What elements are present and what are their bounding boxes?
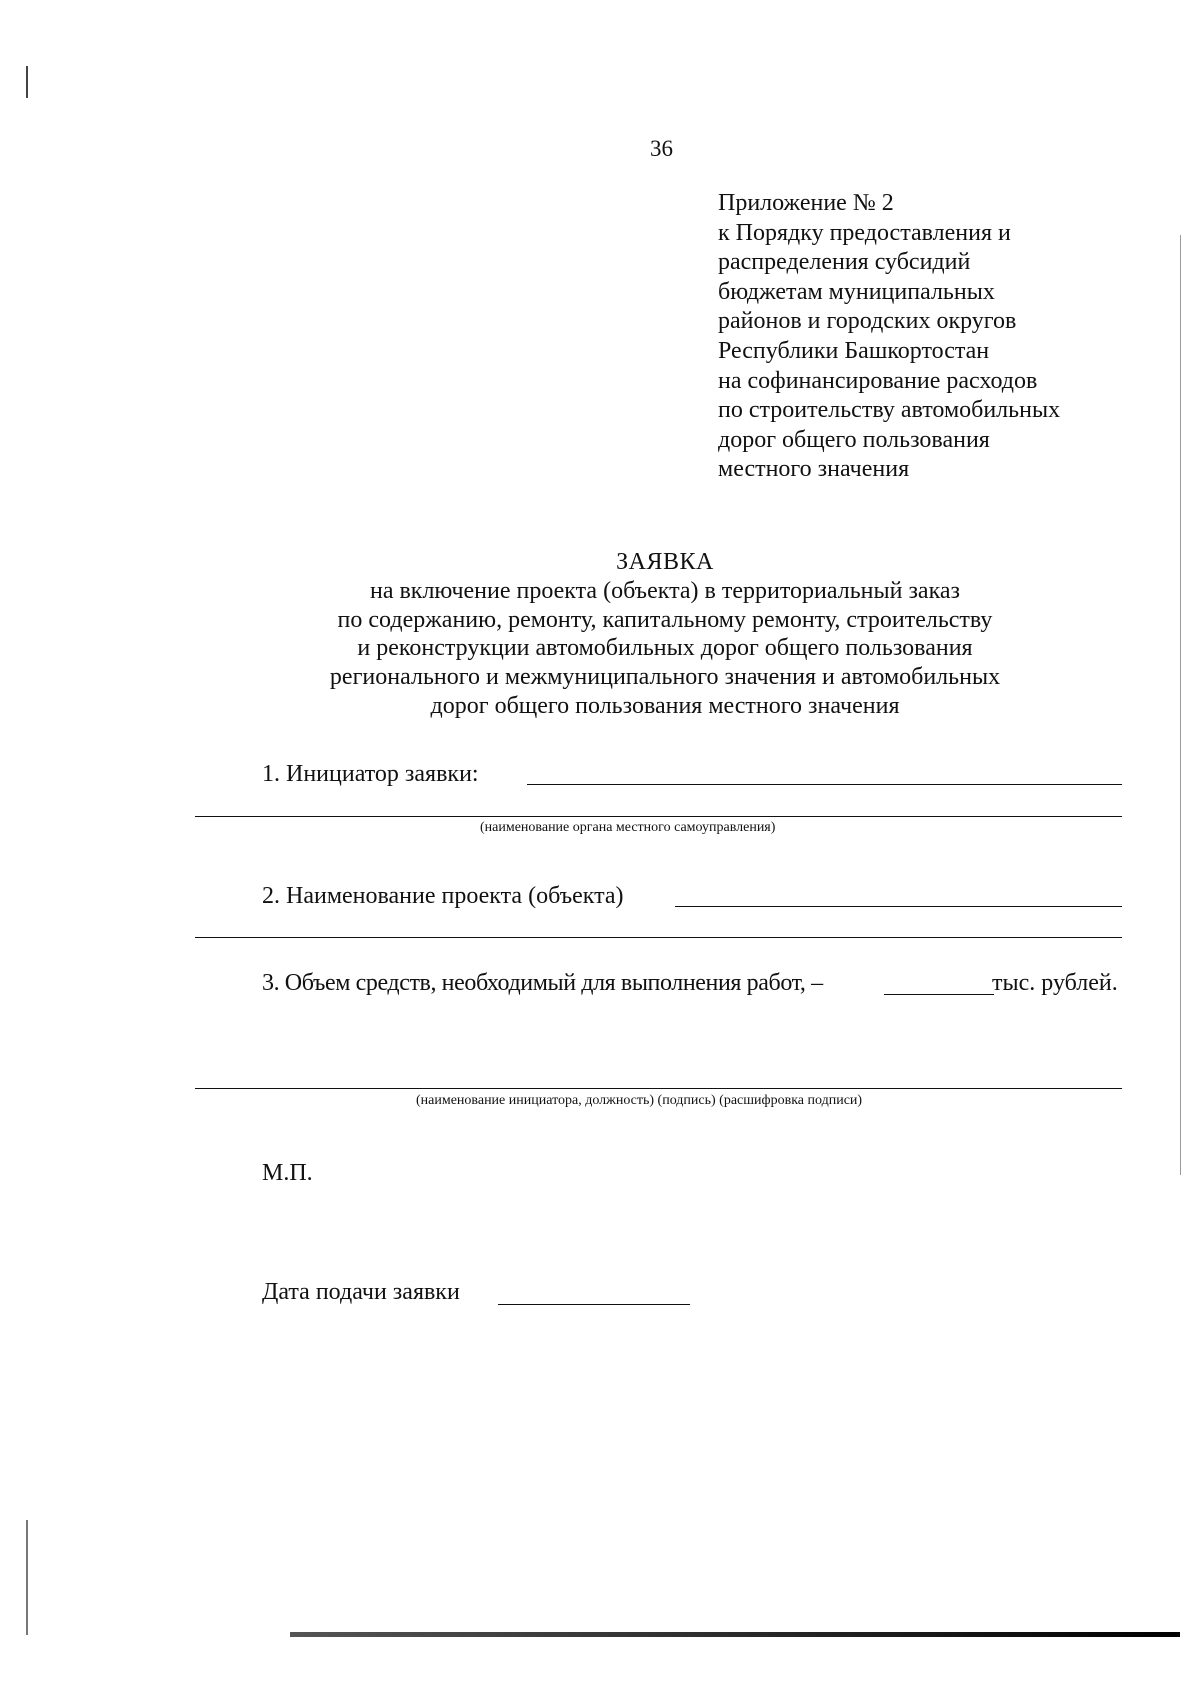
funds-unit: тыс. рублей. bbox=[992, 970, 1118, 996]
project-name-label: 2. Наименование проекта (объекта) bbox=[262, 883, 624, 909]
title-heading: ЗАЯВКА bbox=[616, 549, 714, 575]
scan-edge-mark bbox=[26, 66, 28, 98]
annex-line: на софинансирование расходов bbox=[718, 367, 1038, 394]
initiator-field-continuation[interactable] bbox=[195, 816, 1122, 817]
annex-line: районов и городских округов bbox=[718, 308, 1017, 335]
title-line: дорог общего пользования местного значения bbox=[430, 692, 900, 719]
signature-field[interactable] bbox=[195, 1088, 1122, 1089]
initiator-caption: (наименование органа местного самоуправления) bbox=[480, 820, 776, 835]
annex-line: Республики Башкортостан bbox=[718, 337, 990, 364]
funds-label: 3. Объем средств, необходимый для выполнения работ, – bbox=[262, 970, 823, 996]
title-line: и реконструкции автомобильных дорог общего пользования bbox=[357, 635, 973, 662]
title-line: регионального и межмуниципального значения и автомобильных bbox=[329, 664, 1001, 691]
annex-line: дорог общего пользования bbox=[718, 426, 990, 453]
annex-line: местного значения bbox=[718, 456, 910, 483]
signature-caption: (наименование инициатора, должность) (подпись) (расшифровка подписи) bbox=[416, 1093, 863, 1108]
page-number: 36 bbox=[650, 136, 673, 161]
annex-line: по строительству автомобильных bbox=[718, 397, 1061, 424]
submission-date-label: Дата подачи заявки bbox=[262, 1279, 460, 1305]
document-title bbox=[0, 548, 1200, 721]
title-line: на включение проекта (объекта) в территориальный заказ bbox=[369, 577, 961, 604]
annex-header bbox=[718, 189, 1060, 485]
annex-line: Приложение № 2 bbox=[718, 190, 894, 216]
stamp-place: М.П. bbox=[262, 1160, 313, 1186]
initiator-label: 1. Инициатор заявки: bbox=[262, 761, 479, 787]
project-name-field[interactable] bbox=[675, 906, 1122, 907]
submission-date-field[interactable] bbox=[498, 1304, 690, 1305]
annex-line: к Порядку предоставления и bbox=[718, 219, 1011, 246]
initiator-field[interactable] bbox=[527, 784, 1122, 785]
annex-line: распределения субсидий bbox=[718, 249, 971, 276]
scan-edge-mark bbox=[290, 1632, 1180, 1637]
scan-edge-mark bbox=[26, 1520, 28, 1635]
funds-field[interactable] bbox=[884, 994, 994, 995]
annex-line: бюджетам муниципальных bbox=[718, 278, 995, 305]
project-name-field-continuation[interactable] bbox=[195, 937, 1122, 938]
title-line: по содержанию, ремонту, капитальному ремонту, строительству bbox=[337, 606, 993, 633]
